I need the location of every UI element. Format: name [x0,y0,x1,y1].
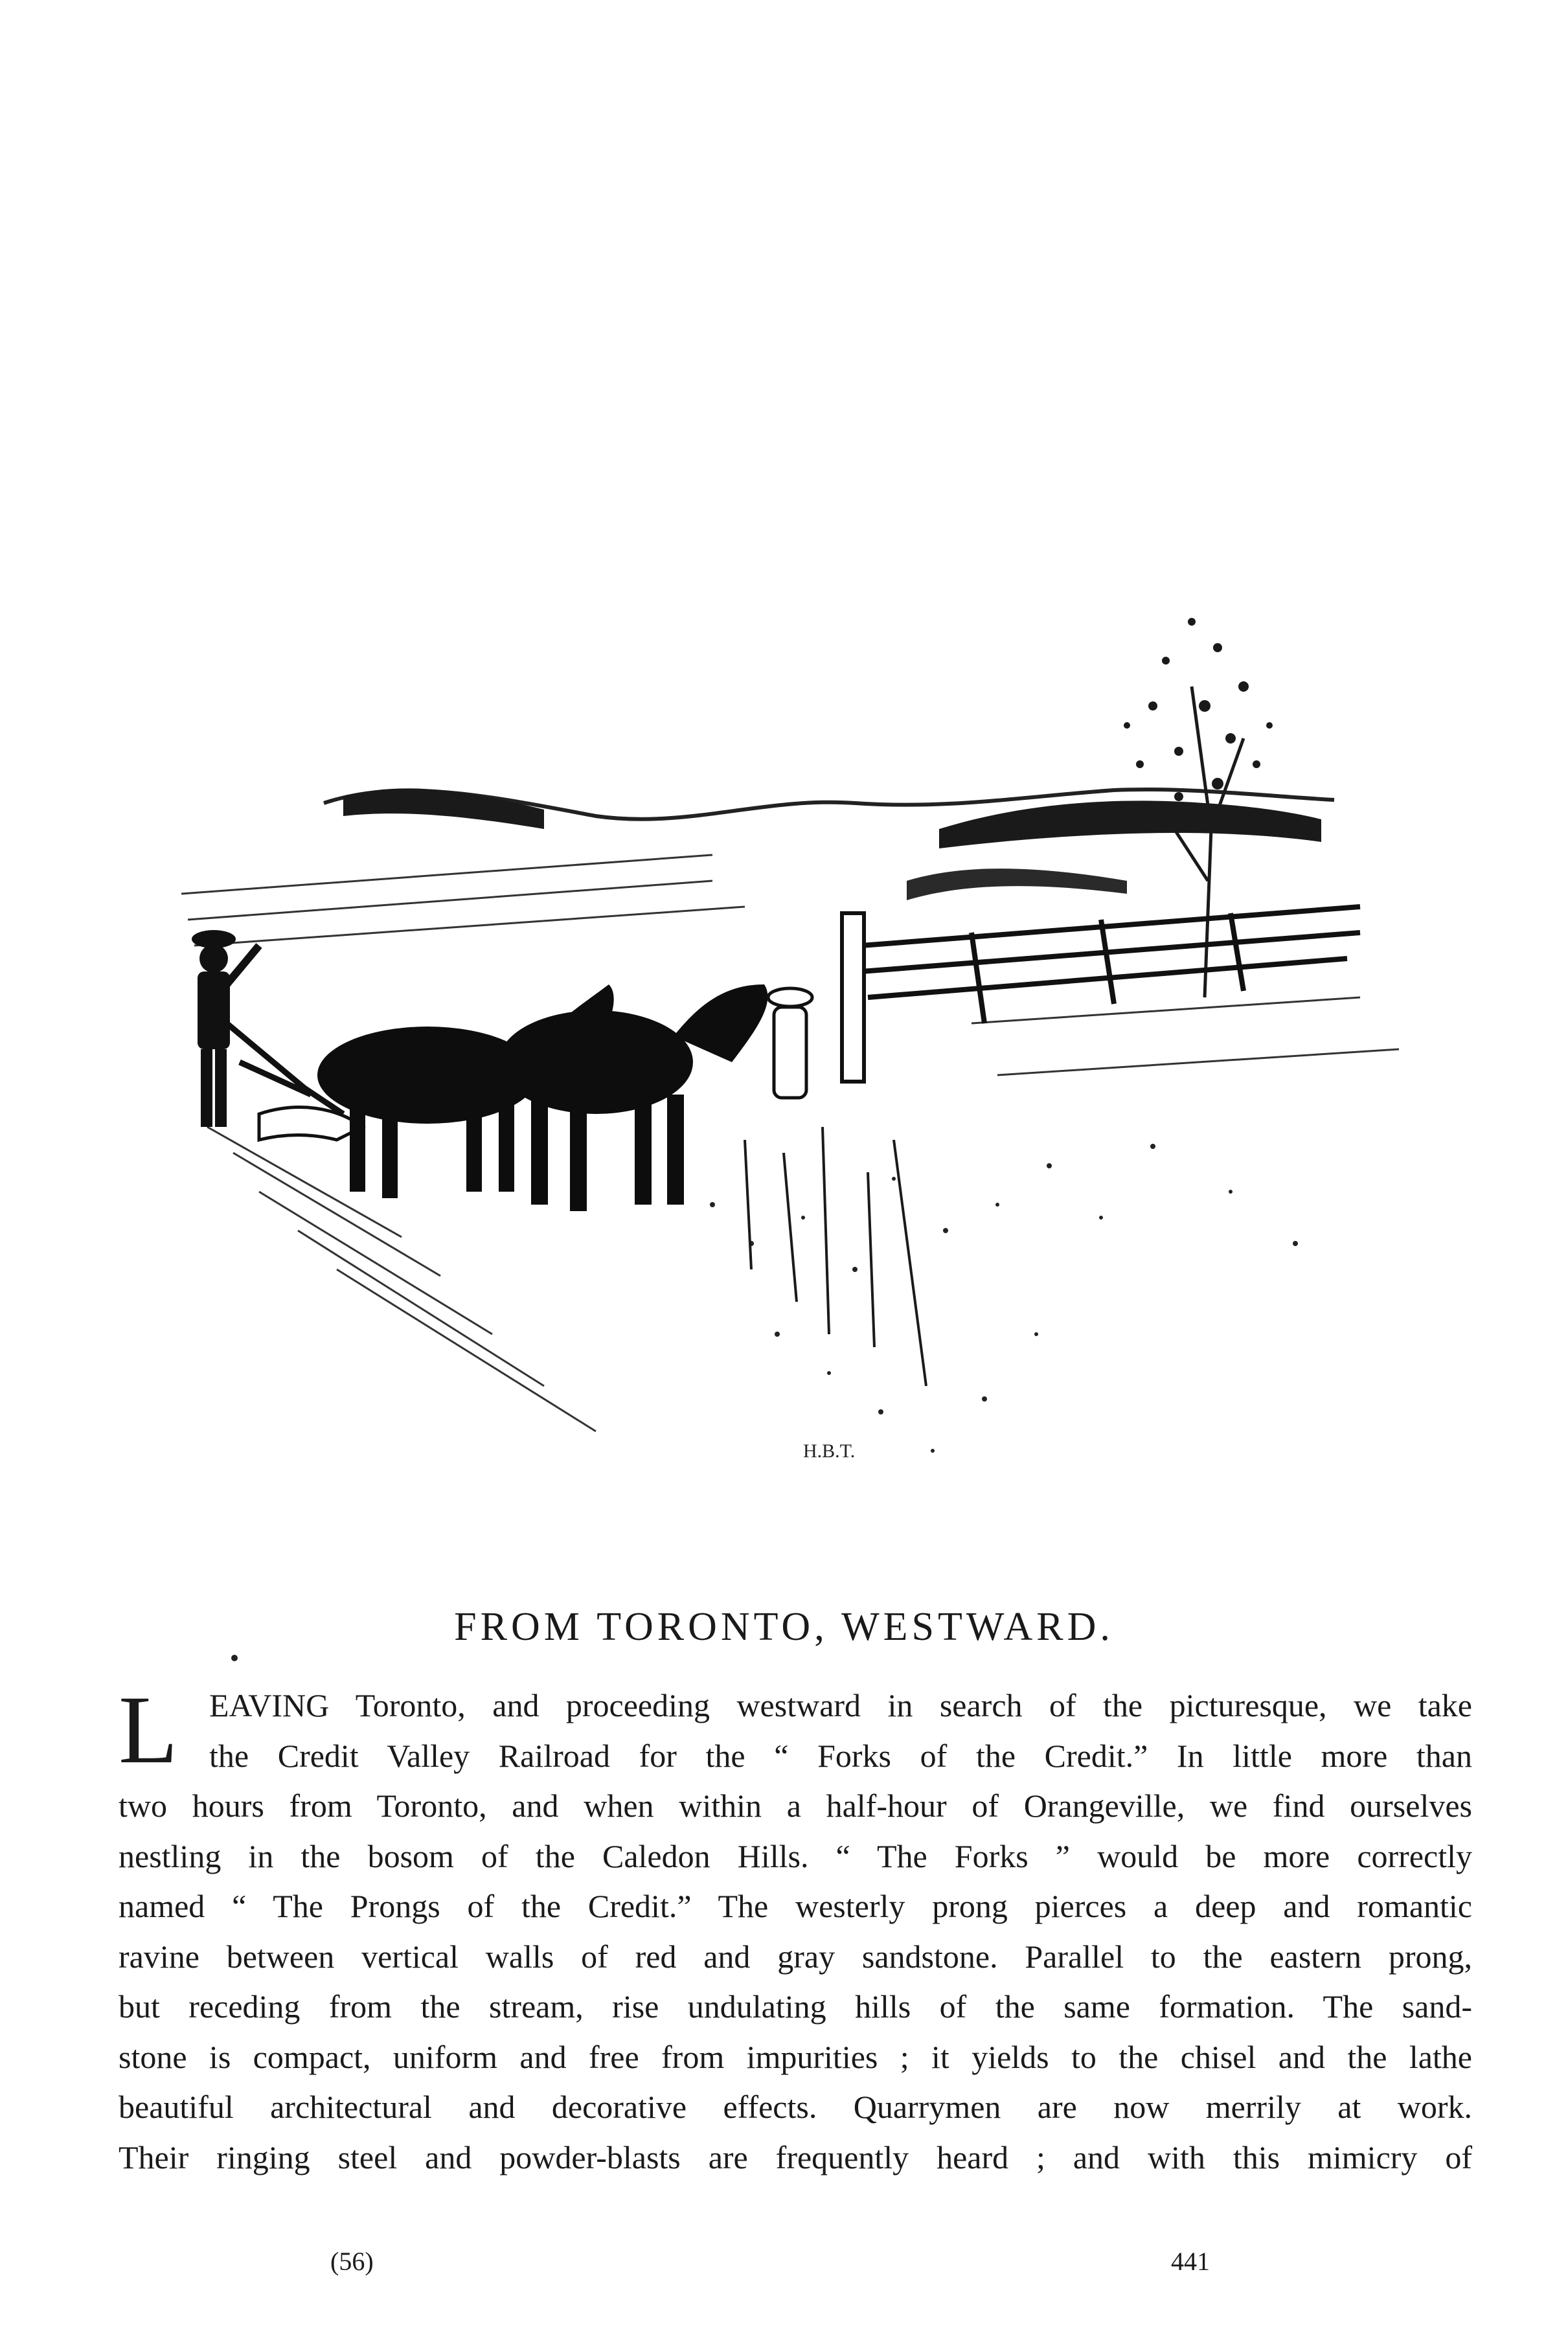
article-title: FROM TORONTO, WESTWARD. [454,1604,1114,1649]
body-line-8: stone is compact, uniform and free from impurities ; it yields to the chisel and the lathe [119,2038,1472,2075]
page-number: 441 [1171,2247,1210,2276]
body-line-9: beautiful architectural and decorative effects. Quarrymen are now merrily at work. [119,2089,1472,2125]
hill-shading-mid [907,869,1127,900]
grass-stipple [710,1144,1298,1453]
fence-post [842,913,864,1082]
foreground-weeds [745,1127,926,1386]
body-line-3: two hours from Toronto, and when within a half-hour of Orangeville, we find ourselves [119,1788,1472,1824]
ploughing-scene-engraving [130,492,1477,1509]
body-line-5: named “ The Prongs of the Credit.” The westerly prong pierces a deep and romantic [119,1888,1472,1924]
horses [317,984,767,1211]
drop-cap: L [119,1676,178,1784]
engraving-illustration [130,492,1477,1509]
bullet-mark [231,1655,238,1661]
young-tree [1166,687,1244,997]
body-line-10: Their ringing steel and powder-blasts are frequently heard ; and with this mimicry of [119,2139,1472,2175]
second-figure [768,988,812,1098]
hill-shading-left [343,788,544,829]
body-line-7: but receding from the stream, rise undulating hills of the same formation. The sand- [119,1988,1472,2025]
rail-fence [861,907,1360,1023]
article-body [119,1676,1472,2183]
body-line-1: L EAVING Toronto, and proceeding westward in search of the picturesque, we take [119,1676,1472,1784]
plough-share [259,1107,363,1140]
body-line-2: the Credit Valley Railroad for the “ Forks of the Credit.” In little more than [209,1737,1472,1774]
body-line-4: nestling in the bosom of the Caledon Hills. “ The Forks ” would be more correctly [119,1837,1472,1874]
artist-signature: H.B.T. [803,1440,856,1462]
hill-shading-right [939,801,1321,848]
signature-mark: (56) [330,2247,374,2276]
farmer-figure [192,930,259,1127]
body-line-6: ravine between vertical walls of red and gray sandstone. Parallel to the eastern prong, [119,1938,1472,1975]
